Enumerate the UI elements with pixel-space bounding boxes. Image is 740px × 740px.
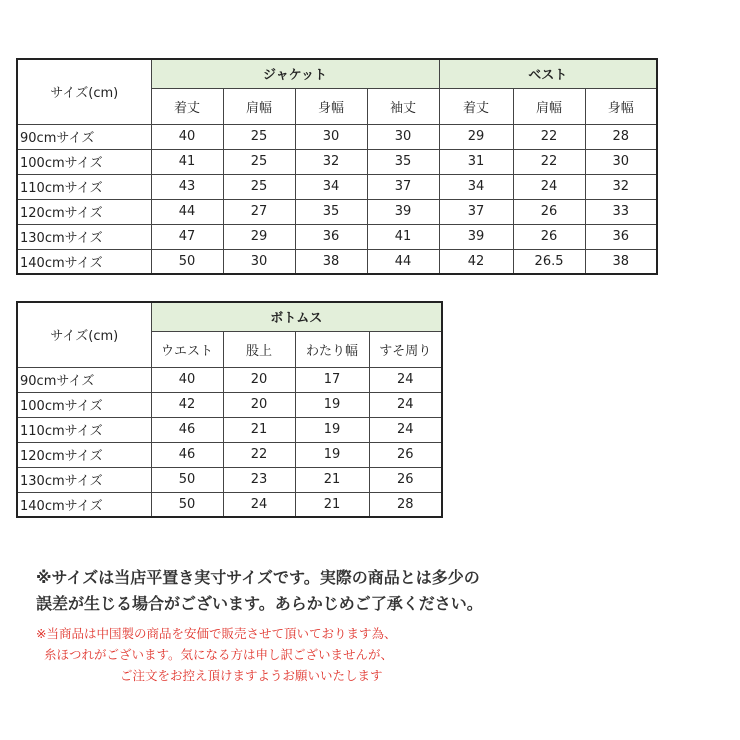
table-cell: 29 (223, 224, 295, 249)
row-size-label: 90cmサイズ (17, 124, 151, 149)
table-row (17, 417, 442, 442)
table-cell: 20 (223, 367, 295, 392)
row-size-label: 110cmサイズ (17, 417, 151, 442)
table-cell: 50 (151, 249, 223, 274)
table-row (17, 467, 442, 492)
table-cell: 27 (223, 199, 295, 224)
column-header: ウエスト (151, 331, 223, 367)
quality-warning-line-1: ※当商品は中国製の商品を安価で販売させて頂いております為、 (36, 626, 397, 641)
table-cell: 35 (295, 199, 367, 224)
size-header: サイズ(cm) (17, 59, 151, 124)
table-cell: 38 (295, 249, 367, 274)
table-cell: 25 (223, 124, 295, 149)
table-cell: 22 (513, 149, 585, 174)
table-cell: 32 (295, 149, 367, 174)
table-cell: 35 (367, 149, 439, 174)
table-cell: 19 (295, 442, 369, 467)
table-cell: 24 (369, 417, 442, 442)
table-row (17, 367, 442, 392)
table-row (17, 199, 657, 224)
size-header: サイズ(cm) (17, 302, 151, 367)
table-row (17, 492, 442, 517)
table-cell: 29 (439, 124, 513, 149)
column-header: すそ周り (369, 331, 442, 367)
table-cell: 42 (151, 392, 223, 417)
table-cell: 26 (369, 442, 442, 467)
row-size-label: 130cmサイズ (17, 224, 151, 249)
group-header-vest: ベスト (439, 59, 657, 88)
table-cell: 30 (223, 249, 295, 274)
table-cell: 37 (439, 199, 513, 224)
table-cell: 40 (151, 367, 223, 392)
table-cell: 30 (295, 124, 367, 149)
column-header: 肩幅 (513, 88, 585, 124)
table-cell: 42 (439, 249, 513, 274)
table-cell: 19 (295, 417, 369, 442)
table-cell: 26 (513, 224, 585, 249)
table-cell: 17 (295, 367, 369, 392)
table-cell: 22 (223, 442, 295, 467)
table-cell: 24 (223, 492, 295, 517)
table-cell: 31 (439, 149, 513, 174)
table-cell: 37 (367, 174, 439, 199)
table-cell: 41 (367, 224, 439, 249)
table-cell: 40 (151, 124, 223, 149)
table-cell: 24 (369, 392, 442, 417)
table-cell: 19 (295, 392, 369, 417)
table-row (17, 174, 657, 199)
table-row (17, 442, 442, 467)
table-cell: 38 (585, 249, 657, 274)
column-header: 身幅 (585, 88, 657, 124)
row-size-label: 100cmサイズ (17, 149, 151, 174)
table-cell: 39 (367, 199, 439, 224)
quality-warning-line-2: 糸ほつれがございます。気になる方は申し訳ございませんが、 (44, 647, 394, 662)
column-header: 肩幅 (223, 88, 295, 124)
table-cell: 50 (151, 467, 223, 492)
column-header: 着丈 (439, 88, 513, 124)
table-cell: 44 (151, 199, 223, 224)
table-cell: 26 (513, 199, 585, 224)
column-header: 身幅 (295, 88, 367, 124)
column-header: 着丈 (151, 88, 223, 124)
table-row (17, 249, 657, 274)
row-size-label: 140cmサイズ (17, 249, 151, 274)
table-cell: 26.5 (513, 249, 585, 274)
table-row (17, 124, 657, 149)
row-size-label: 100cmサイズ (17, 392, 151, 417)
table-cell: 25 (223, 174, 295, 199)
table-cell: 36 (295, 224, 367, 249)
row-size-label: 130cmサイズ (17, 467, 151, 492)
table-row (17, 224, 657, 249)
table-cell: 24 (369, 367, 442, 392)
table-cell: 41 (151, 149, 223, 174)
table-cell: 50 (151, 492, 223, 517)
table-row (17, 392, 442, 417)
table-cell: 20 (223, 392, 295, 417)
table-cell: 34 (295, 174, 367, 199)
quality-warning-line-3: ご注文をお控え頂けますようお願いいたします (120, 668, 383, 683)
table-cell: 25 (223, 149, 295, 174)
table-cell: 23 (223, 467, 295, 492)
table-cell: 46 (151, 417, 223, 442)
row-size-label: 90cmサイズ (17, 367, 151, 392)
row-size-label: 120cmサイズ (17, 199, 151, 224)
table-cell: 32 (585, 174, 657, 199)
row-size-label: 140cmサイズ (17, 492, 151, 517)
table-cell: 24 (513, 174, 585, 199)
table-cell: 26 (369, 467, 442, 492)
table-cell: 21 (295, 492, 369, 517)
table-cell: 30 (585, 149, 657, 174)
row-size-label: 110cmサイズ (17, 174, 151, 199)
group-header-jacket: ジャケット (151, 59, 439, 88)
table-cell: 34 (439, 174, 513, 199)
table-cell: 43 (151, 174, 223, 199)
size-table-bottoms (16, 301, 443, 518)
size-disclaimer-line-2: 誤差が生じる場合がございます。あらかじめご了承ください。 (36, 594, 483, 613)
row-size-label: 120cmサイズ (17, 442, 151, 467)
column-header: 股上 (223, 331, 295, 367)
table-cell: 47 (151, 224, 223, 249)
table-cell: 46 (151, 442, 223, 467)
table-cell: 36 (585, 224, 657, 249)
table-cell: 21 (223, 417, 295, 442)
size-table-jacket-vest (16, 58, 658, 275)
table-cell: 33 (585, 199, 657, 224)
table-cell: 21 (295, 467, 369, 492)
table-row (17, 149, 657, 174)
table-cell: 39 (439, 224, 513, 249)
table-cell: 44 (367, 249, 439, 274)
table-cell: 28 (369, 492, 442, 517)
group-header-bottoms: ボトムス (151, 302, 442, 331)
table-cell: 30 (367, 124, 439, 149)
table-cell: 28 (585, 124, 657, 149)
table-cell: 22 (513, 124, 585, 149)
column-header: 袖丈 (367, 88, 439, 124)
size-disclaimer-line-1: ※サイズは当店平置き実寸サイズです。実際の商品とは多少の (36, 568, 480, 587)
column-header: わたり幅 (295, 331, 369, 367)
